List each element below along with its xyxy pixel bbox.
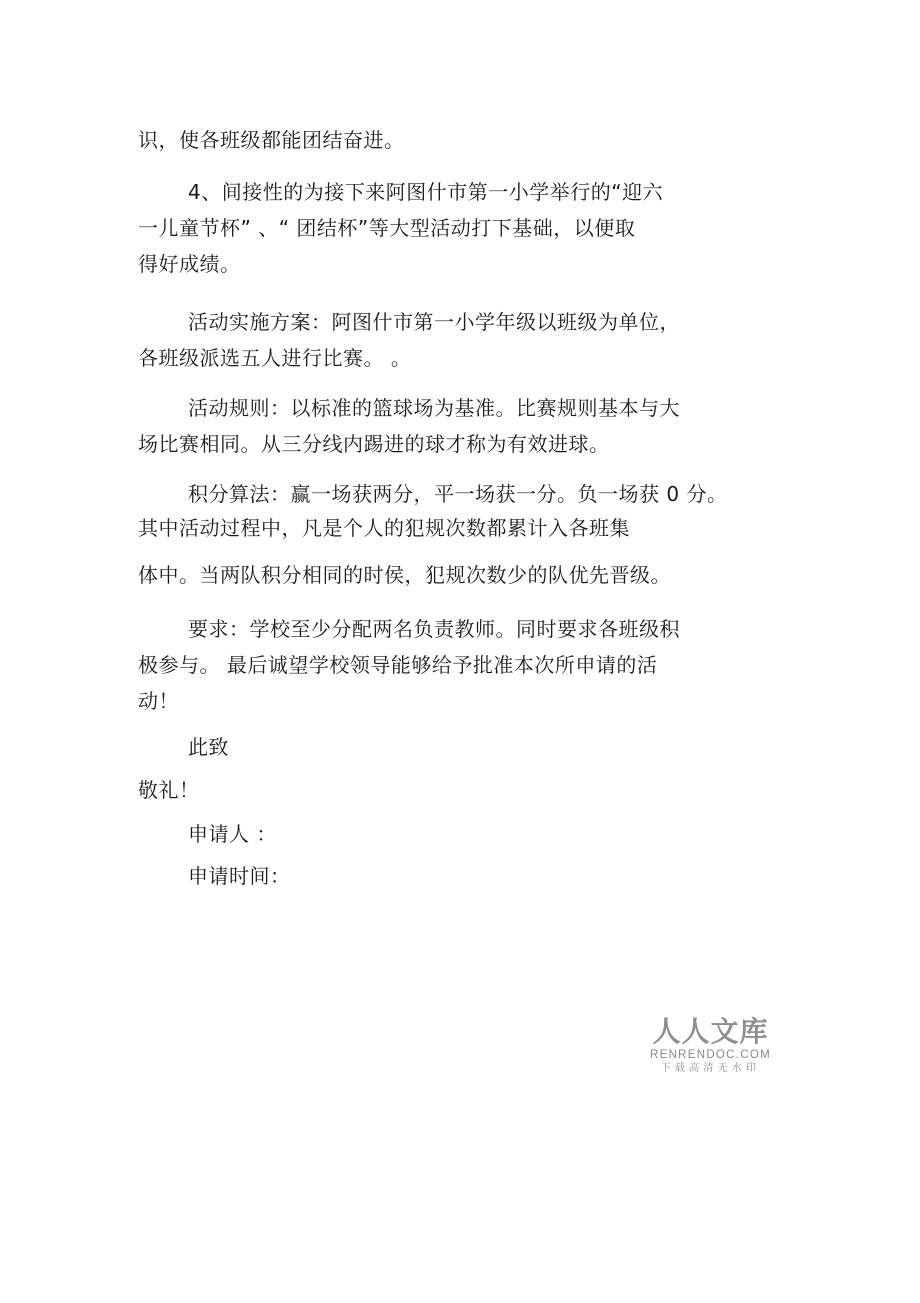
text-line: 极参与。 最后诚望学校领导能够给予批准本次所申请的活 (138, 653, 658, 677)
watermark-url: RENRENDOC.COM (649, 1049, 772, 1061)
text-line: 活动实施方案：阿图什市第一小学年级以班级为单位， (188, 310, 680, 334)
text-line: 一儿童节杯” 、“ 团结杯”等大型活动打下基础，以便取 (138, 216, 636, 240)
watermark-logo (648, 1016, 773, 1075)
text-line: 此致 (188, 735, 229, 759)
text-line: 申请时间： (188, 864, 291, 888)
text-line: 场比赛相同。从三分线内踢进的球才称为有效进球。 (138, 432, 610, 456)
text-line: 敬礼！ (138, 778, 200, 802)
text-line: 4、间接性的为接下来阿图什市第一小学举行的“迎六 (188, 180, 664, 204)
text-line: 各班级派选五人进行比赛。 。 (138, 346, 412, 370)
text-line: 识，使各班级都能团结奋进。 (138, 128, 405, 152)
text-line: 要求：学校至少分配两名负责教师。同时要求各班级积 (188, 617, 680, 641)
text-line: 积分算法：赢一场获两分，平一场获一分。负一场获 0 分。 (188, 482, 728, 506)
watermark-subtitle: 下载高清无水印 (660, 1063, 761, 1074)
text-line: 动！ (138, 689, 179, 713)
text-line: 申请人 ： (188, 822, 277, 846)
text-line: 其中活动过程中，凡是个人的犯规次数都累计入各班集 (138, 516, 630, 540)
watermark-title: 人人文库 (652, 1015, 769, 1048)
text-line: 活动规则：以标准的篮球场为基准。比赛规则基本与大 (188, 396, 680, 420)
text-line: 得好成绩。 (138, 252, 241, 276)
text-line: 体中。当两队积分相同的时侯，犯规次数少的队优先晋级。 (138, 563, 671, 587)
